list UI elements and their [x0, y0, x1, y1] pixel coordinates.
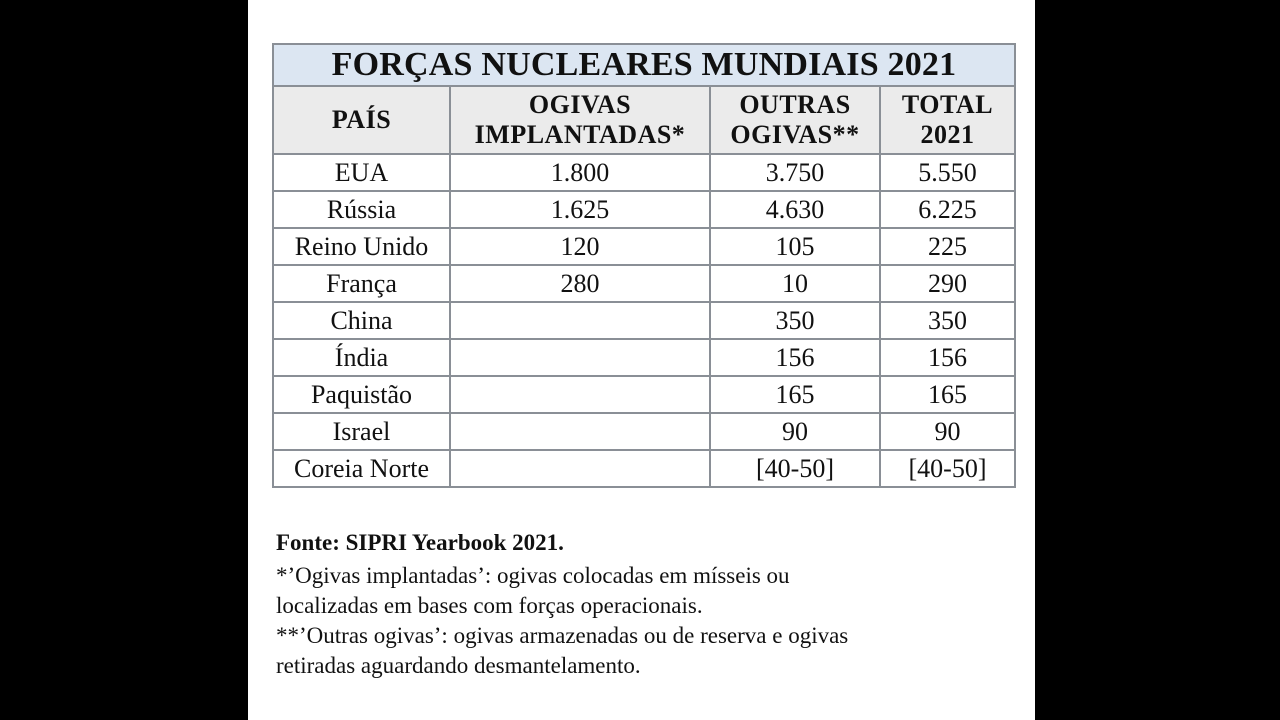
document-page [248, 0, 1035, 720]
cell-deployed [450, 302, 710, 339]
cell-other: 3.750 [710, 154, 880, 191]
table-row [273, 191, 1015, 228]
source-note: Fonte: SIPRI Yearbook 2021. [276, 530, 564, 555]
footnotes [276, 528, 1016, 681]
cell-other: [40-50] [710, 450, 880, 487]
cell-deployed [450, 413, 710, 450]
header-other-line1: OUTRAS [739, 90, 851, 119]
cell-deployed: 120 [450, 228, 710, 265]
table-row [273, 154, 1015, 191]
cell-country: Reino Unido [273, 228, 450, 265]
cell-country: Paquistão [273, 376, 450, 413]
cell-country: Israel [273, 413, 450, 450]
cell-country: China [273, 302, 450, 339]
header-deployed-line1: OGIVAS [528, 90, 632, 119]
cell-country: França [273, 265, 450, 302]
table-row [273, 302, 1015, 339]
note-deployed-line2: localizadas em bases com forças operacionais. [276, 593, 703, 618]
cell-other: 90 [710, 413, 880, 450]
cell-deployed [450, 376, 710, 413]
cell-total: 5.550 [880, 154, 1015, 191]
cell-other: 165 [710, 376, 880, 413]
cell-other: 105 [710, 228, 880, 265]
header-row [273, 86, 1015, 154]
cell-total: 165 [880, 376, 1015, 413]
header-other-line2: OGIVAS** [730, 120, 860, 149]
cell-deployed: 1.800 [450, 154, 710, 191]
cell-other: 156 [710, 339, 880, 376]
note-deployed-line1: *’Ogivas implantadas’: ogivas colocadas em mísseis ou [276, 563, 790, 588]
cell-total: 225 [880, 228, 1015, 265]
header-total-line1: TOTAL [901, 90, 994, 119]
cell-deployed [450, 339, 710, 376]
cell-total: 156 [880, 339, 1015, 376]
cell-total: [40-50] [880, 450, 1015, 487]
note-other-line1: **’Outras ogivas’: ogivas armazenadas ou de reserva e ogivas [276, 623, 849, 648]
header-country [273, 86, 450, 154]
header-country-label: PAÍS [331, 105, 392, 134]
header-total [880, 86, 1015, 154]
table-row [273, 413, 1015, 450]
table-title: FORÇAS NUCLEARES MUNDIAIS 2021 [273, 44, 1015, 86]
cell-country: Coreia Norte [273, 450, 450, 487]
cell-total: 90 [880, 413, 1015, 450]
note-other-line2: retiradas aguardando desmantelamento. [276, 653, 641, 678]
nuclear-forces-table [272, 43, 1016, 488]
cell-total: 350 [880, 302, 1015, 339]
cell-country: Rússia [273, 191, 450, 228]
header-deployed-line2: IMPLANTADAS* [474, 120, 686, 149]
cell-deployed: 1.625 [450, 191, 710, 228]
cell-total: 290 [880, 265, 1015, 302]
cell-country: Índia [273, 339, 450, 376]
table-row [273, 450, 1015, 487]
cell-other: 350 [710, 302, 880, 339]
header-other [710, 86, 880, 154]
cell-total: 6.225 [880, 191, 1015, 228]
cell-country: EUA [273, 154, 450, 191]
table-row [273, 228, 1015, 265]
title-row [273, 44, 1015, 86]
header-deployed [450, 86, 710, 154]
table-row [273, 376, 1015, 413]
table-row [273, 339, 1015, 376]
cell-deployed: 280 [450, 265, 710, 302]
table-row [273, 265, 1015, 302]
cell-other: 10 [710, 265, 880, 302]
header-total-line2: 2021 [920, 120, 975, 149]
cell-deployed [450, 450, 710, 487]
cell-other: 4.630 [710, 191, 880, 228]
